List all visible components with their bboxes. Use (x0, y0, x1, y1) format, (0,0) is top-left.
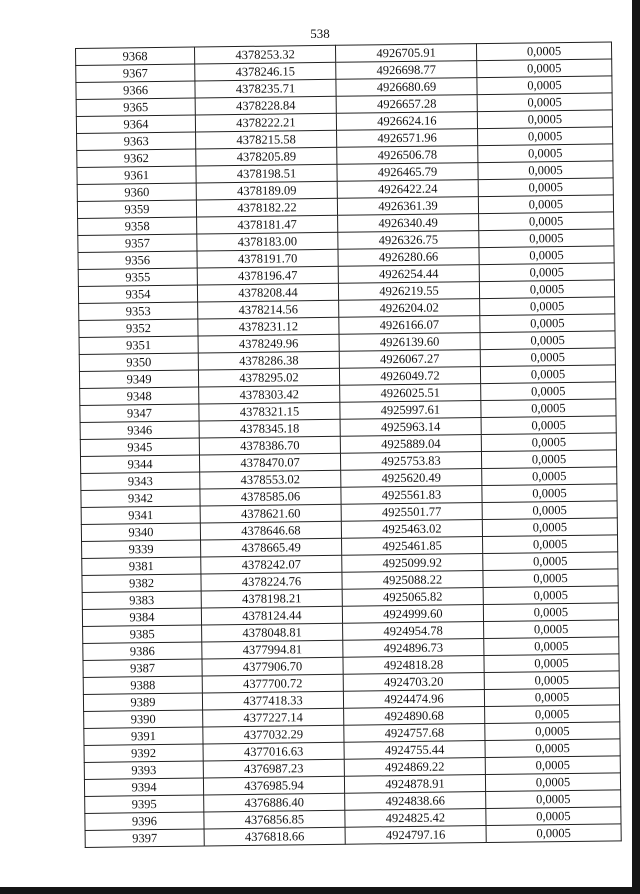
y-coordinate-cell: 4926280.66 (338, 248, 479, 267)
value-cell: 0,0005 (481, 450, 616, 469)
point-number-cell: 9353 (79, 302, 198, 320)
coordinates-table-wrapper (75, 41, 622, 848)
value-cell: 0,0005 (486, 824, 621, 843)
value-cell: 0,0005 (485, 739, 620, 758)
x-coordinate-cell: 4378205.89 (196, 147, 337, 166)
point-number-cell: 9339 (82, 540, 201, 558)
point-number-cell: 9386 (83, 642, 202, 660)
value-cell: 0,0005 (477, 93, 612, 112)
x-coordinate-cell: 4378208.44 (197, 283, 338, 302)
y-coordinate-cell: 4926166.07 (339, 316, 480, 335)
point-number-cell: 9364 (76, 115, 195, 133)
value-cell: 0,0005 (478, 144, 613, 163)
scan-border-right (632, 0, 640, 894)
point-number-cell: 9341 (81, 506, 200, 524)
y-coordinate-cell: 4925963.14 (340, 418, 481, 437)
x-coordinate-cell: 4378124.44 (201, 606, 342, 625)
point-number-cell: 9343 (81, 472, 200, 490)
x-coordinate-cell: 4378181.47 (197, 215, 338, 234)
point-number-cell: 9389 (83, 693, 202, 711)
value-cell: 0,0005 (481, 433, 616, 452)
value-cell: 0,0005 (484, 671, 619, 690)
x-coordinate-cell: 4377032.29 (203, 725, 344, 744)
x-coordinate-cell: 4376886.40 (204, 793, 345, 812)
value-cell: 0,0005 (485, 756, 620, 775)
point-number-cell: 9381 (82, 557, 201, 575)
x-coordinate-cell: 4378470.07 (199, 453, 340, 472)
value-cell: 0,0005 (478, 195, 613, 214)
y-coordinate-cell: 4925065.82 (342, 588, 483, 607)
value-cell: 0,0005 (484, 688, 619, 707)
y-coordinate-cell: 4926139.60 (339, 333, 480, 352)
y-coordinate-cell: 4924878.91 (344, 775, 485, 794)
y-coordinate-cell: 4924838.66 (345, 792, 486, 811)
x-coordinate-cell: 4376987.23 (203, 759, 344, 778)
value-cell: 0,0005 (477, 76, 612, 95)
x-coordinate-cell: 4378665.49 (201, 538, 342, 557)
value-cell: 0,0005 (477, 59, 612, 78)
value-cell: 0,0005 (484, 620, 619, 639)
y-coordinate-cell: 4925463.02 (341, 520, 482, 539)
y-coordinate-cell: 4924703.20 (343, 673, 484, 692)
x-coordinate-cell: 4378345.18 (199, 419, 340, 438)
x-coordinate-cell: 4378621.60 (200, 504, 341, 523)
point-number-cell: 9395 (85, 795, 204, 813)
value-cell: 0,0005 (479, 246, 614, 265)
value-cell: 0,0005 (478, 161, 613, 180)
y-coordinate-cell: 4926571.96 (337, 129, 478, 148)
value-cell: 0,0005 (481, 416, 616, 435)
x-coordinate-cell: 4377700.72 (202, 674, 343, 693)
y-coordinate-cell: 4926657.28 (336, 95, 477, 114)
y-coordinate-cell: 4924757.68 (344, 724, 485, 743)
point-number-cell: 9388 (83, 676, 202, 694)
point-number-cell: 9351 (79, 336, 198, 354)
value-cell: 0,0005 (480, 314, 615, 333)
point-number-cell: 9394 (84, 778, 203, 796)
point-number-cell: 9359 (77, 200, 196, 218)
y-coordinate-cell: 4924954.78 (343, 622, 484, 641)
y-coordinate-cell: 4925620.49 (341, 469, 482, 488)
x-coordinate-cell: 4378196.47 (197, 266, 338, 285)
value-cell: 0,0005 (482, 535, 617, 554)
point-number-cell: 9391 (84, 727, 203, 745)
point-number-cell: 9361 (77, 166, 196, 184)
value-cell: 0,0005 (479, 280, 614, 299)
point-number-cell: 9355 (78, 268, 197, 286)
scan-border-bottom (0, 887, 640, 894)
point-number-cell: 9358 (78, 217, 197, 235)
x-coordinate-cell: 4378191.70 (197, 249, 338, 268)
value-cell: 0,0005 (481, 399, 616, 418)
x-coordinate-cell: 4377906.70 (202, 657, 343, 676)
x-coordinate-cell: 4378246.15 (195, 62, 336, 81)
value-cell: 0,0005 (477, 110, 612, 129)
point-number-cell: 9357 (78, 234, 197, 252)
x-coordinate-cell: 4378585.06 (200, 487, 341, 506)
value-cell: 0,0005 (480, 365, 615, 384)
point-number-cell: 9345 (80, 438, 199, 456)
point-number-cell: 9368 (76, 47, 195, 65)
y-coordinate-cell: 4926698.77 (336, 61, 477, 80)
y-coordinate-cell: 4924896.73 (343, 639, 484, 658)
y-coordinate-cell: 4924890.68 (344, 707, 485, 726)
x-coordinate-cell: 4378224.76 (201, 572, 342, 591)
point-number-cell: 9367 (76, 64, 195, 82)
point-number-cell: 9365 (76, 98, 195, 116)
x-coordinate-cell: 4378386.70 (199, 436, 340, 455)
y-coordinate-cell: 4926361.39 (337, 197, 478, 216)
point-number-cell: 9347 (80, 404, 199, 422)
x-coordinate-cell: 4377994.81 (202, 640, 343, 659)
x-coordinate-cell: 4378303.42 (199, 385, 340, 404)
value-cell: 0,0005 (479, 263, 614, 282)
y-coordinate-cell: 4925099.92 (342, 554, 483, 573)
point-number-cell: 9342 (81, 489, 200, 507)
value-cell: 0,0005 (482, 467, 617, 486)
point-number-cell: 9344 (80, 455, 199, 473)
point-number-cell: 9390 (84, 710, 203, 728)
value-cell: 0,0005 (480, 297, 615, 316)
x-coordinate-cell: 4378231.12 (198, 317, 339, 336)
x-coordinate-cell: 4378286.38 (198, 351, 339, 370)
y-coordinate-cell: 4926219.55 (338, 282, 479, 301)
point-number-cell: 9392 (84, 744, 203, 762)
value-cell: 0,0005 (482, 484, 617, 503)
y-coordinate-cell: 4926465.79 (337, 163, 478, 182)
point-number-cell: 9356 (78, 251, 197, 269)
point-number-cell: 9383 (82, 591, 201, 609)
value-cell: 0,0005 (483, 603, 618, 622)
value-cell: 0,0005 (480, 331, 615, 350)
value-cell: 0,0005 (478, 127, 613, 146)
value-cell: 0,0005 (483, 569, 618, 588)
value-cell: 0,0005 (478, 178, 613, 197)
point-number-cell: 9363 (77, 132, 196, 150)
point-number-cell: 9385 (83, 625, 202, 643)
point-number-cell: 9384 (82, 608, 201, 626)
point-number-cell: 9382 (82, 574, 201, 592)
x-coordinate-cell: 4376818.66 (204, 827, 345, 846)
x-coordinate-cell: 4378215.58 (196, 130, 337, 149)
x-coordinate-cell: 4378249.96 (198, 334, 339, 353)
y-coordinate-cell: 4924755.44 (344, 741, 485, 760)
x-coordinate-cell: 4377418.33 (202, 691, 343, 710)
point-number-cell: 9346 (80, 421, 199, 439)
x-coordinate-cell: 4378183.00 (197, 232, 338, 251)
x-coordinate-cell: 4378242.07 (201, 555, 342, 574)
x-coordinate-cell: 4376985.94 (203, 776, 344, 795)
point-number-cell: 9396 (85, 812, 204, 830)
y-coordinate-cell: 4925501.77 (341, 503, 482, 522)
value-cell: 0,0005 (479, 212, 614, 231)
y-coordinate-cell: 4925753.83 (340, 452, 481, 471)
y-coordinate-cell: 4925461.85 (342, 537, 483, 556)
point-number-cell: 9352 (79, 319, 198, 337)
x-coordinate-cell: 4378295.02 (198, 368, 339, 387)
value-cell: 0,0005 (484, 654, 619, 673)
value-cell: 0,0005 (483, 552, 618, 571)
y-coordinate-cell: 4926254.44 (338, 265, 479, 284)
y-coordinate-cell: 4926049.72 (339, 367, 480, 386)
value-cell: 0,0005 (485, 705, 620, 724)
x-coordinate-cell: 4378198.51 (196, 164, 337, 183)
value-cell: 0,0005 (485, 773, 620, 792)
point-number-cell: 9350 (79, 353, 198, 371)
point-number-cell: 9366 (76, 81, 195, 99)
value-cell: 0,0005 (483, 586, 618, 605)
x-coordinate-cell: 4378189.09 (196, 181, 337, 200)
y-coordinate-cell: 4924999.60 (342, 605, 483, 624)
y-coordinate-cell: 4924797.16 (345, 826, 486, 845)
x-coordinate-cell: 4378198.21 (201, 589, 342, 608)
x-coordinate-cell: 4378646.68 (200, 521, 341, 540)
coordinates-table-body (76, 42, 622, 847)
point-number-cell: 9348 (80, 387, 199, 405)
x-coordinate-cell: 4378553.02 (200, 470, 341, 489)
y-coordinate-cell: 4925561.83 (341, 486, 482, 505)
y-coordinate-cell: 4926025.51 (340, 384, 481, 403)
point-number-cell: 9397 (85, 829, 204, 847)
y-coordinate-cell: 4926326.75 (338, 231, 479, 250)
x-coordinate-cell: 4377016.63 (203, 742, 344, 761)
x-coordinate-cell: 4378182.22 (196, 198, 337, 217)
y-coordinate-cell: 4926624.16 (336, 112, 477, 131)
value-cell: 0,0005 (486, 790, 621, 809)
value-cell: 0,0005 (486, 807, 621, 826)
y-coordinate-cell: 4924474.96 (343, 690, 484, 709)
point-number-cell: 9340 (81, 523, 200, 541)
value-cell: 0,0005 (482, 501, 617, 520)
y-coordinate-cell: 4925997.61 (340, 401, 481, 420)
value-cell: 0,0005 (481, 382, 616, 401)
value-cell: 0,0005 (476, 42, 611, 61)
y-coordinate-cell: 4926705.91 (335, 44, 476, 63)
y-coordinate-cell: 4926422.24 (337, 180, 478, 199)
point-number-cell: 9360 (77, 183, 196, 201)
y-coordinate-cell: 4926506.78 (337, 146, 478, 165)
y-coordinate-cell: 4926204.02 (339, 299, 480, 318)
point-number-cell: 9393 (84, 761, 203, 779)
point-number-cell: 9349 (79, 370, 198, 388)
value-cell: 0,0005 (484, 637, 619, 656)
value-cell: 0,0005 (479, 229, 614, 248)
y-coordinate-cell: 4924825.42 (345, 809, 486, 828)
x-coordinate-cell: 4378321.15 (199, 402, 340, 421)
value-cell: 0,0005 (482, 518, 617, 537)
x-coordinate-cell: 4378253.32 (194, 45, 335, 64)
x-coordinate-cell: 4378214.56 (198, 300, 339, 319)
x-coordinate-cell: 4376856.85 (204, 810, 345, 829)
y-coordinate-cell: 4925088.22 (342, 571, 483, 590)
x-coordinate-cell: 4378048.81 (202, 623, 343, 642)
value-cell: 0,0005 (485, 722, 620, 741)
x-coordinate-cell: 4378228.84 (195, 96, 336, 115)
y-coordinate-cell: 4926340.49 (338, 214, 479, 233)
coordinates-table (75, 41, 622, 848)
x-coordinate-cell: 4377227.14 (203, 708, 344, 727)
point-number-cell: 9387 (83, 659, 202, 677)
point-number-cell: 9362 (77, 149, 196, 167)
page-number: 538 (310, 26, 330, 41)
y-coordinate-cell: 4926680.69 (336, 78, 477, 97)
point-number-cell: 9354 (78, 285, 197, 303)
x-coordinate-cell: 4378222.21 (195, 113, 336, 132)
y-coordinate-cell: 4926067.27 (339, 350, 480, 369)
value-cell: 0,0005 (480, 348, 615, 367)
x-coordinate-cell: 4378235.71 (195, 79, 336, 98)
y-coordinate-cell: 4924869.22 (344, 758, 485, 777)
y-coordinate-cell: 4924818.28 (343, 656, 484, 675)
y-coordinate-cell: 4925889.04 (340, 435, 481, 454)
